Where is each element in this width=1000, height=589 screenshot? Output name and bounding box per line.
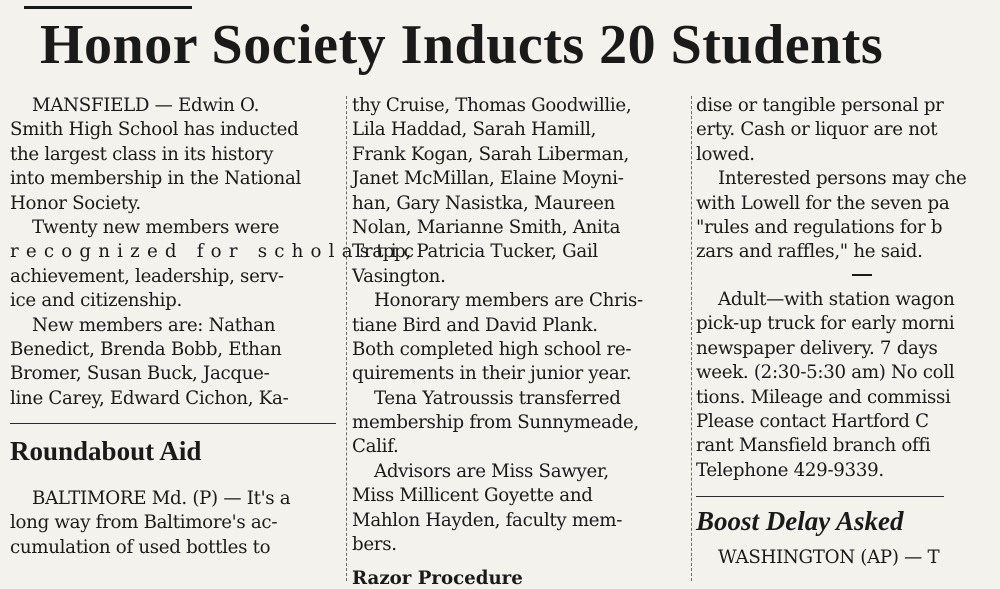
article-line: ice and citizenship. <box>10 290 183 312</box>
article-line: Twenty new members were <box>32 216 280 238</box>
article-line: Vasington. <box>352 265 446 287</box>
article-line: WASHINGTON (AP) — T <box>718 547 940 568</box>
article-line: "rules and regulations for b <box>696 216 943 238</box>
ad-line: pick-up truck for early morni <box>696 313 955 335</box>
headline: Honor Society Inducts 20 Students <box>40 14 884 76</box>
article-line: Tena Yatroussis transferred <box>374 387 621 409</box>
article-line: Janet McMillan, Elaine Moyni- <box>352 168 624 190</box>
roundabout-aid-heading: Roundabout Aid <box>10 436 202 466</box>
article-line: Smith High School has inducted <box>10 119 299 141</box>
article-line: achievement, leadership, serv- <box>10 265 284 287</box>
column-2 <box>352 94 688 557</box>
article-line: Benedict, Brenda Bobb, Ethan <box>10 338 282 360</box>
ad-line: Adult—with station wagon <box>718 289 955 310</box>
article-line: bers. <box>352 534 397 556</box>
column-divider-2 <box>691 96 692 581</box>
ad-line: week. (2:30-5:30 am) No coll <box>696 362 955 384</box>
article-line: han, Gary Nasistka, Maureen <box>352 192 615 214</box>
article-line: erty. Cash or liquor are not <box>696 119 938 141</box>
article-line: BALTIMORE Md. (P) — It's a <box>32 488 291 509</box>
article-line: lowed. <box>696 143 755 165</box>
ad-line: rant Mansfield branch offi <box>696 435 931 457</box>
razor-procedure-heading: Razor Procedure <box>352 568 523 589</box>
article-line: Miss Millicent Goyette and <box>352 485 593 507</box>
article-line: quirements in their junior year. <box>352 363 632 385</box>
article-line: Both completed high school re- <box>352 338 632 360</box>
article-line: the largest class in its history <box>10 143 274 165</box>
article-line: cumulation of used bottles to <box>10 536 271 558</box>
article-line: into membership in the National <box>10 168 301 190</box>
article-line: New members are: Nathan <box>32 314 276 336</box>
boost-delay-article <box>696 546 1000 570</box>
article-line: Bromer, Susan Buck, Jacque- <box>10 363 270 385</box>
article-line: tiane Bird and David Plank. <box>352 314 598 336</box>
article-line: membership from Sunnymeade, <box>352 412 639 434</box>
column-3 <box>696 94 1000 265</box>
ad-line: newspaper delivery. 7 days <box>696 337 938 359</box>
column-divider-1 <box>346 96 347 581</box>
boost-delay-heading: Boost Delay Asked <box>696 506 904 536</box>
article-line: Calif. <box>352 436 399 458</box>
article-line: Lila Haddad, Sarah Hamill, <box>352 119 597 141</box>
article-line: Frank Kogan, Sarah Liberman, <box>352 143 629 165</box>
top-rule <box>24 6 192 9</box>
ad-line: Please contact Hartford C <box>696 410 929 432</box>
article-line: Nolan, Marianne Smith, Anita <box>352 216 621 238</box>
article-line: dise or tangible personal pr <box>696 95 944 116</box>
article-line: long way from Baltimore's ac- <box>10 512 278 534</box>
article-line: recognized for scholastic <box>10 241 422 263</box>
ad-line: Telephone 429-9339. <box>696 459 884 481</box>
section-rule <box>10 423 336 424</box>
article-line: line Carey, Edward Cichon, Ka- <box>10 387 289 409</box>
article-line: with Lowell for the seven pa <box>696 192 950 214</box>
ad-line: tions. Mileage and commissi <box>696 386 951 408</box>
article-line: zars and raffles," he said. <box>696 241 923 263</box>
article-line: Honor Society. <box>10 192 141 214</box>
article-line: Trapp, Patricia Tucker, Gail <box>352 241 598 263</box>
roundabout-aid-article <box>10 487 342 560</box>
article-line: Advisors are Miss Sawyer, <box>374 460 609 482</box>
article-line: thy Cruise, Thomas Goodwillie, <box>352 95 632 116</box>
section-rule <box>696 496 944 497</box>
article-line: MANSFIELD — Edwin O. <box>32 95 260 116</box>
separator-dash <box>852 274 872 276</box>
article-line: Honorary members are Chris- <box>374 290 643 312</box>
article-line: Mahlon Hayden, faculty mem- <box>352 509 623 531</box>
classified-ad <box>696 288 1000 483</box>
article-line: Interested persons may che <box>718 168 967 190</box>
